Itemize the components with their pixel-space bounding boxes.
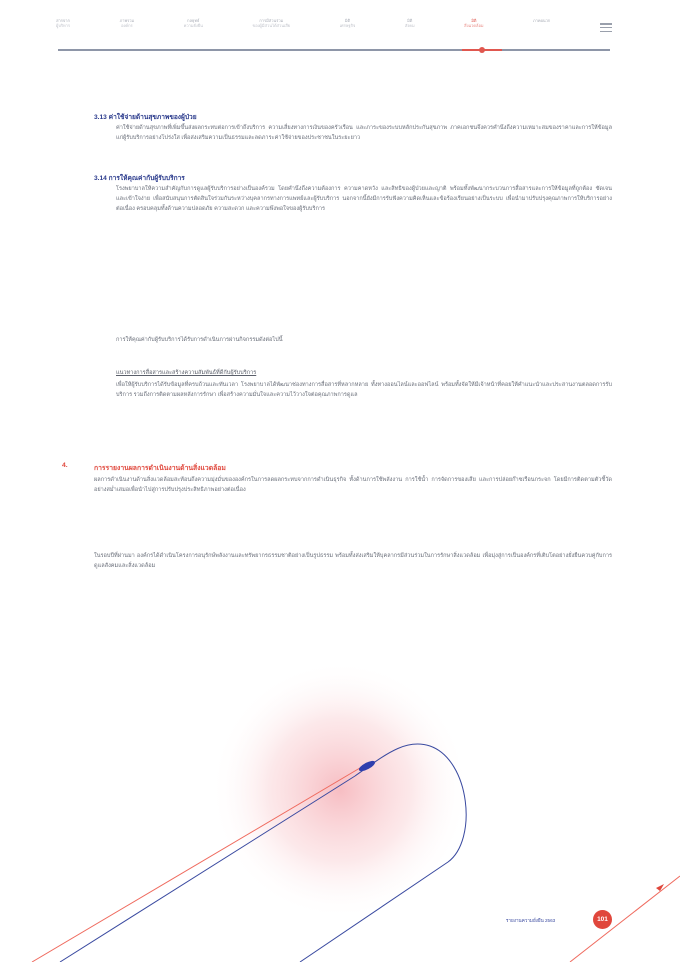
red-diagonal-line-right [570, 876, 680, 962]
report-title: รายงานความยั่งยืน 2563 [506, 918, 556, 923]
nav-tab-stakeholders[interactable] [252, 18, 290, 28]
nav-tab-label: ภาคผนวก [533, 18, 551, 23]
nav-tab-sublabel: ของผู้มีส่วนได้ส่วนเสีย [252, 23, 291, 28]
section-paragraph: ค่าใช้จ่ายด้านสุขภาพที่เพิ่มขึ้นส่งผลกระทบต่อการเข้าถึงบริการ ความเสี่ยงทางการเงินของครัวเรือน และภาระของระบบหลักประกันสุขภาพ ภาคเอกชนจึงควรคำนึงถึงความเหมาะสมของราคาและการให้ข้อมูลแก่ผู้รับบริการอย่างโปร่งใส เพื่อส่งเสริมความเป็นธรรมและลดภาระค่าใช้จ่ายของประชาชนในระยะยาว [116, 125, 612, 141]
nav-tab-sublabel: องค์กร [121, 23, 133, 28]
page-number-badge: 101 [593, 910, 612, 929]
nav-tab-message[interactable] [56, 18, 70, 28]
section-heading-3-13: 3.13 ค่าใช้จ่ายด้านสุขภาพของผู้ป่วย [94, 114, 197, 121]
nav-position-marker [479, 47, 485, 53]
top-navigation [56, 18, 612, 40]
nav-tab-label: ภาพรวม [119, 18, 135, 23]
nav-tab-sublabel: ผู้บริหาร [56, 23, 71, 28]
nav-tab-overview[interactable] [120, 18, 135, 28]
nav-tab-strategy[interactable] [184, 18, 203, 28]
nav-tab-appendix[interactable] [533, 18, 550, 23]
sub-heading-underlined: แนวทางการสื่อสารและสร้างความสัมพันธ์ที่ดีกับผู้รับบริการ [116, 370, 257, 376]
nav-divider [58, 49, 610, 51]
pink-glow [210, 660, 470, 920]
nav-tab-social[interactable] [405, 18, 415, 28]
nav-tab-label: การมีส่วนร่วม [259, 18, 284, 23]
section-note: การให้คุณค่ากับผู้รับบริการได้รับการดำเนินการผ่านกิจกรรมดังต่อไปนี้ [116, 337, 283, 343]
nav-tab-label: มิติ [344, 18, 351, 23]
blue-curve-line [60, 744, 466, 962]
red-diagonal-line [32, 765, 365, 962]
section-number: 4. [62, 462, 68, 469]
nav-tab-label: มิติ [407, 18, 413, 23]
nav-tab-sublabel: ความยั่งยืน [183, 23, 203, 28]
nav-tab-sublabel: เศรษฐกิจ [339, 23, 356, 28]
nav-tab-economic[interactable] [340, 18, 356, 28]
nav-tab-sublabel: สังคม [404, 23, 415, 28]
section-paragraph: ในรอบปีที่ผ่านมา องค์กรได้ดำเนินโครงการอนุรักษ์พลังงานและทรัพยากรธรรมชาติอย่างเป็นรูปธรรม พร้อมทั้งส่งเสริมให้บุคลากรมีส่วนร่วมในการรักษาสิ่งแวดล้อม เพื่อมุ่งสู่การเป็นองค์กรที่เติบโตอย่างยั่งยืนควบคู่กับการดูแลสังคมและสิ่งแวดล้อม [94, 553, 612, 569]
section-heading-3-14: 3.14 การให้คุณค่ากับผู้รับบริการ [94, 175, 185, 182]
section-heading-4: การรายงานผลการดำเนินงานด้านสิ่งแวดล้อม [94, 465, 226, 472]
nav-tab-label: กลยุทธ์ [187, 18, 200, 23]
nav-tab-label: มิติ [471, 18, 477, 23]
section-paragraph: เพื่อให้ผู้รับบริการได้รับข้อมูลที่ครบถ้วนและทันเวลา โรงพยาบาลได้พัฒนาช่องทางการสื่อสารที่หลากหลาย ทั้งทางออนไลน์และออฟไลน์ พร้อมทั้งจัดให้มีเจ้าหน้าที่คอยให้คำแนะนำและประสานงานตลอดการรับบริการ รวมถึงการติดตามผลหลังการรักษา เพื่อสร้างความมั่นใจและความไว้วางใจต่อคุณภาพการดูแล [116, 382, 612, 398]
red-arrow-marker [656, 884, 664, 891]
menu-icon[interactable] [600, 23, 612, 32]
nav-tab-label: สารจาก [56, 18, 70, 23]
nav-tab-environment[interactable] [464, 18, 483, 28]
section-paragraph: โรงพยาบาลให้ความสำคัญกับการดูแลผู้รับบริการอย่างเป็นองค์รวม โดยคำนึงถึงความต้องการ ความคาดหวัง และสิทธิของผู้ป่วยและญาติ พร้อมทั้งพัฒนากระบวนการสื่อสารและการให้ข้อมูลที่ถูกต้อง ชัดเจน และเข้าใจง่าย เพื่อสนับสนุนการตัดสินใจร่วมกันระหว่างบุคลากรทางการแพทย์และผู้รับบริการ นอกจากนี้ยังมีการรับฟังความคิดเห็นและข้อร้องเรียนอย่างเป็นระบบ เพื่อนำมาปรับปรุงคุณภาพการให้บริการอย่างต่อเนื่อง ครอบคลุมทั้งด้านความปลอดภัย ความสะดวก และความพึงพอใจของผู้รับบริการ [116, 186, 612, 212]
nav-tab-sublabel: สิ่งแวดล้อม [464, 23, 484, 28]
section-paragraph: ผลการดำเนินงานด้านสิ่งแวดล้อมสะท้อนถึงความมุ่งมั่นขององค์กรในการลดผลกระทบจากการดำเนินธุรกิจ ทั้งด้านการใช้พลังงาน การใช้น้ำ การจัดการของเสีย และการปล่อยก๊าซเรือนกระจก โดยมีการติดตามตัวชี้วัดอย่างสม่ำเสมอเพื่อนำไปสู่การปรับปรุงประสิทธิภาพอย่างต่อเนื่อง [94, 477, 612, 493]
blue-pill-marker [358, 759, 377, 773]
